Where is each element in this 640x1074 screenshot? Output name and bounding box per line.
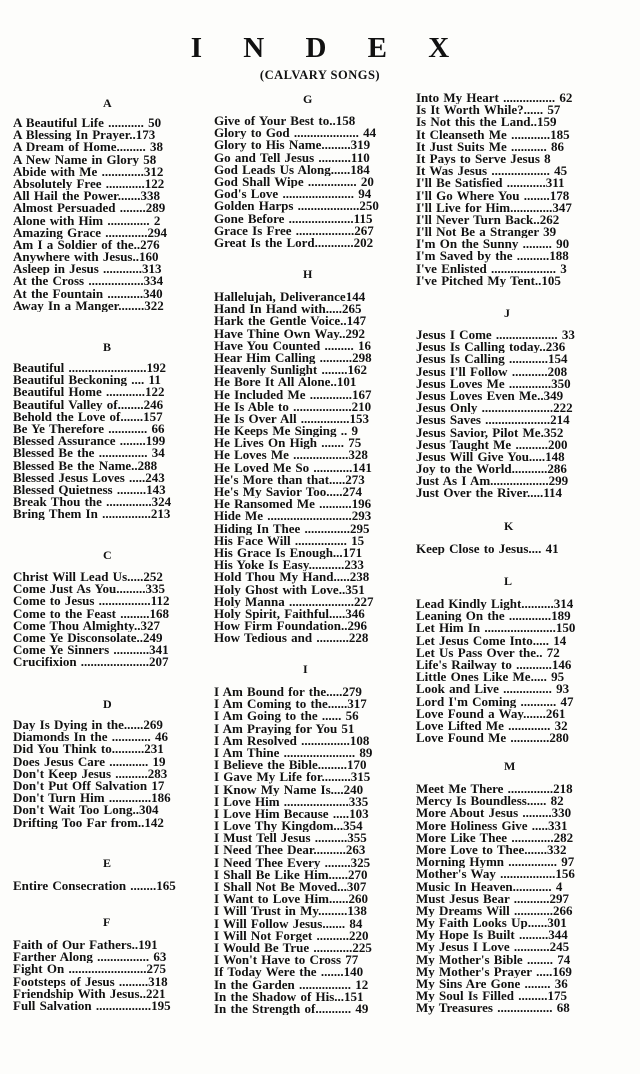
index-entry: I Will Not Forget ..........220 [214, 929, 369, 942]
index-entry: Grace Is Free ..................267 [214, 224, 374, 237]
index-entry: He Is Over All ...............153 [214, 412, 370, 426]
index-entry: Heavenly Sunlight ........162 [214, 364, 367, 377]
index-entry: Farther Along ................ 63 [13, 951, 167, 964]
index-entry: His Grace Is Enough...171 [214, 546, 363, 560]
index-entry: At the Cross .................334 [13, 275, 164, 288]
index-entry: Hide Me ..........................293 [214, 510, 372, 523]
index-entry: Jesus Saves ....................214 [416, 414, 570, 427]
index-entry: My Soul Is Filled .........175 [416, 990, 567, 1003]
index-entry: Come to the Feast .........168 [13, 607, 169, 620]
index-entry: I Am Coming to the......317 [214, 698, 367, 711]
index-entry: I'm Saved by the ..........188 [416, 250, 569, 263]
index-entry: Come Thou Almighty..327 [13, 619, 160, 632]
index-entry: Lord I'm Coming ........... 47 [416, 695, 574, 708]
index-entry: He Keeps Me Singing .. 9 [214, 425, 359, 438]
section-letter: B [103, 340, 112, 354]
index-entry: God Leads Us Along......184 [214, 163, 370, 176]
index-entry: Little Ones Like Me..... 95 [416, 671, 565, 684]
section-letter: E [103, 856, 112, 870]
index-entry: Let Us Pass Over the.. 72 [416, 646, 560, 659]
index-entry: My Sins Are Gone ........ 36 [416, 978, 568, 991]
index-entry: Abide with Me .............312 [13, 165, 164, 178]
index-entry: A Blessing In Prayer..173 [13, 129, 156, 142]
index-entry: Into My Heart ................ 62 [416, 92, 573, 105]
index-entry: His Face Will ................ 15 [214, 534, 365, 547]
index-entry: I Gave My Life for.........315 [214, 771, 371, 784]
index-entry: He Lives On High ....... 75 [214, 437, 362, 450]
index-entry: It Was Jesus .................. 45 [416, 165, 568, 178]
index-entry: Hear Him Calling ..........298 [214, 351, 372, 365]
index-entry: He Is Able to ..................210 [214, 400, 372, 413]
index-entry: Hallelujah, Deliverance144 [214, 291, 366, 304]
index-entry: Don't Put Off Salvation 17 [13, 779, 165, 793]
index-entry: Glory to God .................... 44 [214, 127, 377, 140]
section-letter: D [103, 697, 112, 711]
index-entry: He's More than that.....273 [214, 473, 365, 486]
index-entry: Day Is Dying in the......269 [13, 719, 163, 732]
index-entry: Don't Wait Too Long..304 [13, 804, 159, 817]
section-letter: J [504, 306, 510, 320]
index-entry: How Firm Foundation..296 [214, 620, 367, 633]
index-entry: Jesus Savior, Pilot Me.352 [416, 426, 564, 439]
index-entry: Alone with Him ............. 2 [13, 214, 161, 227]
index-subtitle: (CALVARY SONGS) [259, 68, 381, 82]
index-entry: Mother's Way .................156 [416, 868, 575, 881]
index-entry: Go and Tell Jesus ..........110 [214, 151, 370, 164]
index-entry: Let Him In ......................150 [416, 622, 576, 635]
index-entry: Love Lifted Me ............. 32 [416, 719, 568, 733]
index-entry: I Would Be True ............225 [214, 941, 372, 955]
index-entry: Life's Railway to ...........146 [416, 658, 572, 672]
index-entry: I Shall Not Be Moved...307 [214, 881, 367, 894]
index-entry: I Love Him ....................335 [214, 795, 369, 808]
section-entries [416, 598, 606, 744]
index-entry: Joy to the World...........286 [416, 463, 567, 476]
index-entry: I Am Going to the ...... 56 [214, 710, 359, 723]
index-entry: Give of Your Best to..158 [214, 115, 356, 128]
index-entry: Hand In Hand with.....265 [214, 303, 362, 316]
section-letter: K [504, 519, 514, 533]
index-entry: Come Just As You.........335 [13, 583, 166, 596]
index-entry: Bring Them In ...............213 [13, 508, 171, 521]
section-letter: C [103, 548, 112, 562]
index-entry: Friendship With Jesus..221 [13, 987, 166, 1000]
index-entry: Let Jesus Come Into..... 14 [416, 634, 567, 647]
index-entry: My Faith Looks Up......301 [416, 917, 567, 930]
index-entry: Jesus Taught Me ..........200 [416, 438, 568, 451]
index-entry: Jesus I'll Follow ...........208 [416, 365, 568, 378]
section-entries [416, 92, 606, 287]
section-entries [13, 571, 202, 669]
index-entry: He Loves Me .................328 [214, 449, 368, 462]
index-entry: Asleep in Jesus ............313 [13, 263, 162, 276]
index-entry: I Must Tell Jesus ..........355 [214, 832, 367, 845]
index-entry: If Today Were the .......140 [214, 966, 364, 979]
index-entry: I Know My Name Is....240 [214, 783, 364, 796]
index-entry: Have You Counted ......... 16 [214, 339, 372, 352]
index-entry: Anywhere with Jesus..160 [13, 251, 159, 264]
index-entry: I'm On the Sunny ......... 90 [416, 238, 570, 251]
section-entries [214, 291, 404, 644]
section-entries [13, 719, 202, 829]
index-entry: Great Is the Lord............202 [214, 236, 374, 250]
index-entry: Diamonds In the ............ 46 [13, 731, 168, 744]
index-entry: I'll Live for Him.............347 [416, 201, 572, 214]
index-entry: I Believe the Bible.........170 [214, 759, 367, 772]
index-entry: More Like Thee .............282 [416, 831, 574, 844]
index-entry: More About Jesus .........330 [416, 807, 572, 820]
index-entry: I Am Praying for You 51 [214, 722, 355, 735]
index-entry: Does Jesus Care ............ 19 [13, 755, 166, 768]
index-entry: I Love Thy Kingdom...354 [214, 820, 363, 833]
index-entry: It Cleanseth Me ............185 [416, 128, 570, 141]
index-entry: I'll Never Turn Back..262 [416, 213, 560, 227]
index-entry: Glory to His Name.........319 [214, 139, 371, 152]
section-letter: I [303, 662, 308, 676]
section-letter: G [303, 92, 313, 106]
index-entry: He Ransomed Me ..........196 [214, 498, 372, 511]
index-entry: I've Pitched My Tent..105 [416, 274, 561, 287]
index-entry: My Jesus I Love ...........245 [416, 941, 570, 954]
index-entry: Jesus Will Give You.....148 [416, 450, 565, 464]
index-entry: Hiding In Thee ..............295 [214, 522, 370, 535]
section-entries [214, 686, 404, 1015]
index-entry: Must Jesus Bear ...........297 [416, 892, 569, 905]
index-entry: He Included Me .............167 [214, 388, 372, 401]
index-entry: Come Ye Disconsolate..249 [13, 631, 163, 645]
index-entry: He's My Savior Too.....274 [214, 486, 362, 499]
index-entry: Full Salvation .................195 [13, 999, 171, 1013]
index-entry: Holy Spirit, Faithful.....346 [214, 607, 365, 621]
index-entry: Leaning On the .............189 [416, 610, 571, 623]
index-entry: I Want to Love Him......260 [214, 893, 368, 906]
index-entry: I Shall Be Like Him......270 [214, 868, 368, 881]
section-entries [416, 543, 606, 555]
index-entry: He Bore It All Alone..101 [214, 376, 357, 389]
index-entry: Come Ye Sinners ...........341 [13, 644, 169, 657]
index-entry: Behold the Love of.......157 [13, 410, 163, 423]
index-entry: Music In Heaven............ 4 [416, 880, 563, 893]
section-entries [13, 880, 202, 892]
index-entry: Golden Harps ...................250 [214, 200, 379, 213]
index-entry: My Treasures ................. 68 [416, 1002, 570, 1015]
index-entry: I Will Trust in My.........138 [214, 905, 367, 918]
index-entry: Blessed Quietness .........143 [13, 483, 166, 497]
section-letter: H [303, 267, 313, 281]
index-entry: Hark the Gentle Voice..147 [214, 315, 367, 328]
index-entry: Beautiful Home ............122 [13, 386, 165, 399]
index-entry: Is It Worth While?...... 57 [416, 104, 561, 117]
index-entry: Have Thine Own Way..292 [214, 327, 365, 340]
section-letter: A [103, 96, 112, 110]
section-entries [416, 329, 606, 500]
index-entry: Beautiful Beckoning .... 11 [13, 374, 161, 387]
index-entry: Don't Turn Him .............186 [13, 792, 171, 805]
index-entry: At the Fountain ...........340 [13, 287, 163, 300]
index-entry: Footsteps of Jesus .........318 [13, 975, 168, 988]
index-entry: All Hail the Power.......338 [13, 190, 160, 203]
index-entry: Jesus I Come ................... 33 [416, 329, 575, 342]
section-letter: F [103, 915, 111, 929]
index-entry: Faith of Our Fathers..191 [13, 939, 158, 952]
index-entry: God's Love ...................... 94 [214, 188, 372, 201]
index-entry: Christ Will Lead Us.....252 [13, 571, 163, 584]
index-entry: Just Over the River.....114 [416, 487, 562, 500]
index-entry: Drifting Too Far from..142 [13, 816, 164, 829]
index-entry: Did You Think to..........231 [13, 743, 164, 756]
index-entry: My Mother's Bible ........ 74 [416, 953, 571, 966]
section-letter: L [504, 574, 513, 588]
section-entries [416, 783, 606, 1015]
index-entry: Morning Hymn ............... 97 [416, 856, 575, 869]
index-entry: In the Garden ................ 12 [214, 978, 369, 991]
index-entry: Fight On ........................275 [13, 963, 166, 976]
index-entry: Keep Close to Jesus.... 41 [416, 543, 559, 556]
section-entries [214, 115, 404, 249]
index-entry: In the Shadow of His...151 [214, 990, 364, 1003]
index-entry: Come to Jesus ................112 [13, 595, 170, 608]
index-entry: I'll Be Satisfied ............311 [416, 177, 565, 190]
index-entry: Love Found a Way.......261 [416, 707, 566, 720]
index-entry: Am I a Soldier of the..276 [13, 238, 160, 252]
index-entry: Jesus Is Calling ............154 [416, 353, 568, 366]
index-entry: Blessed Be the Name..288 [13, 459, 158, 472]
index-entry: I Won't Have to Cross 77 [214, 954, 359, 967]
index-entry: More Holiness Give .....331 [416, 819, 568, 832]
index-entry: Jesus Is Calling today..236 [416, 341, 566, 354]
section-letter: M [504, 759, 516, 773]
index-entry: Jesus Loves Me .............350 [416, 377, 571, 390]
index-entry: Lead Kindly Light..........314 [416, 598, 574, 611]
index-entry: I've Enlisted .................... 3 [416, 262, 567, 275]
section-entries [13, 362, 202, 520]
index-entry: It Just Suits Me ........... 86 [416, 140, 565, 153]
index-entry: Away In a Manger........322 [13, 299, 164, 312]
index-entry: Holy Manna ....................227 [214, 595, 374, 608]
index-entry: Meet Me There ..............218 [416, 783, 573, 796]
index-entry: A Beautiful Life ........... 50 [13, 117, 162, 130]
index-entry: Gone Before ....................115 [214, 212, 373, 225]
index-entry: Hold Thou My Hand.....238 [214, 571, 370, 584]
index-entry: Look and Live ............... 93 [416, 683, 570, 696]
index-entry: Be Ye Therefore ............ 66 [13, 422, 165, 436]
index-entry: I Am Resolved ...............108 [214, 734, 370, 747]
index-entry: More Love to Thee.......332 [416, 843, 567, 857]
index-title: I N D E X [190, 32, 467, 64]
index-entry: I Need Thee Every ........325 [214, 856, 371, 869]
index-entry: How Tedious and ..........228 [214, 632, 369, 645]
index-entry: Entire Consecration ........165 [13, 880, 176, 893]
section-entries [13, 939, 202, 1012]
index-entry: Just As I Am..................299 [416, 475, 569, 488]
index-entry: A Dream of Home......... 38 [13, 141, 163, 154]
index-entry: Jesus Only ......................222 [416, 402, 573, 415]
index-entry: It Pays to Serve Jesus 8 [416, 152, 551, 166]
index-entry: I'll Go Where You ........178 [416, 189, 570, 202]
index-entry: In the Strength of........... 49 [214, 1002, 369, 1016]
section-entries [13, 117, 202, 312]
index-entry: His Yoke Is Easy...........233 [214, 559, 364, 572]
index-entry: I Am Bound for the.....279 [214, 686, 362, 699]
index-entry: Beautiful Valley of........246 [13, 398, 164, 411]
index-entry: My Mother's Prayer .....169 [416, 965, 572, 978]
index-entry: Mercy Is Boundless...... 82 [416, 795, 564, 808]
index-entry: Blessed Jesus Loves .....243 [13, 471, 165, 484]
index-entry: Crucifixion .....................207 [13, 656, 169, 669]
index-entry: I Am Thine ...................... 89 [214, 746, 373, 760]
index-entry: Almost Persuaded ........289 [13, 202, 166, 215]
index-entry: Love Found Me ............280 [416, 732, 569, 745]
index-entry: My Dreams Will ............266 [416, 904, 573, 918]
index-entry: I Love Him Because .....103 [214, 807, 369, 821]
index-entry: I Will Follow Jesus....... 84 [214, 917, 363, 930]
index-entry: I'll Not Be a Stranger 39 [416, 226, 557, 239]
index-entry: My Hope Is Built .........344 [416, 929, 568, 942]
index-entry: Is Not this the Land..159 [416, 116, 557, 129]
index-entry: Beautiful ........................192 [13, 362, 167, 375]
index-entry: Break Thou the ..............324 [13, 496, 172, 509]
index-entry: Holy Ghost with Love..351 [214, 583, 365, 596]
index-entry: Blessed Be the ............... 34 [13, 447, 165, 460]
index-entry: Blessed Assurance ........199 [13, 435, 166, 448]
index-entry: Amazing Grace .............294 [13, 226, 168, 239]
index-entry: Jesus Loves Even Me..349 [416, 389, 564, 403]
index-entry: God Shall Wipe ............... 20 [214, 175, 374, 189]
index-entry: I Need Thee Dear..........263 [214, 844, 366, 857]
index-entry: Absolutely Free ............122 [13, 177, 165, 191]
index-entry: A New Name in Glory 58 [13, 153, 157, 166]
index-entry: Don't Keep Jesus ..........283 [13, 767, 168, 780]
index-entry: He Loved Me So ............141 [214, 461, 372, 474]
